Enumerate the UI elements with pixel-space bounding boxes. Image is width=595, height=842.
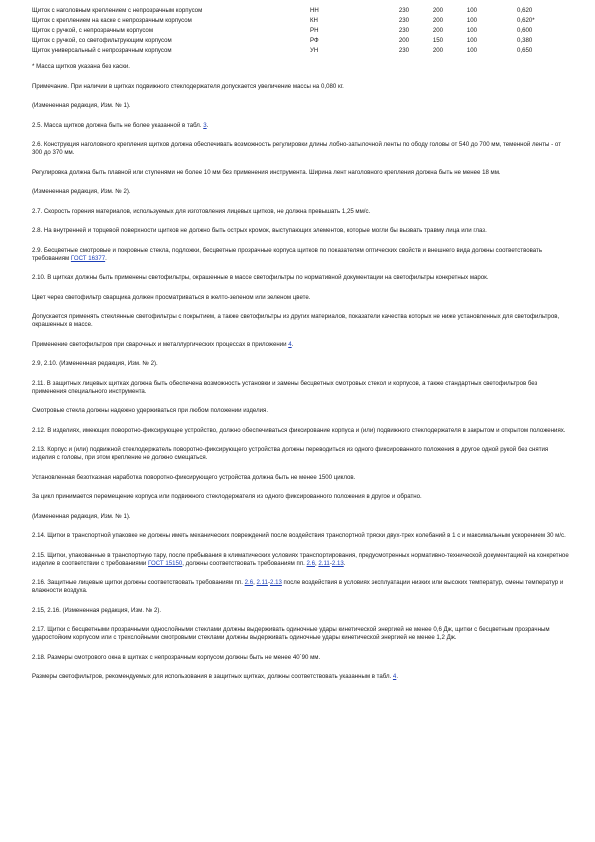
table-cell-name: Щиток с наголовным креплением с непрозрачным корпусом	[32, 7, 203, 14]
table-cell-mark: УН	[310, 47, 319, 54]
reference-link[interactable]: 2.6	[244, 579, 254, 586]
reference-link[interactable]: 2.11	[256, 579, 268, 586]
paragraph	[32, 208, 572, 216]
table-cell-mass: 0,620*	[517, 17, 535, 24]
paragraph	[32, 579, 572, 595]
paragraph-text: .	[396, 673, 399, 680]
paragraph	[32, 407, 572, 415]
paragraph-text: (Измененная редакция, Изм. № 1).	[32, 102, 131, 109]
paragraph-text: За цикл принимается перемещение корпуса или подвижного стеклодержателя из одного фиксированного положения в другое и обратно.	[32, 493, 422, 500]
table-cell-mass: 0,600	[517, 27, 533, 34]
reference-link[interactable]: 4	[392, 673, 397, 680]
table-row	[32, 46, 572, 56]
paragraph-text: (Измененная редакция, Изм. № 1).	[32, 512, 131, 520]
paragraph	[32, 102, 572, 110]
paragraph-text: , должны соответствовать требованиям пп.	[182, 559, 307, 567]
table-cell-mass: 0,650	[517, 47, 533, 54]
paragraph	[32, 532, 572, 540]
paragraph-text: 2.9, 2.10. (Измененная редакция, Изм. № 2).	[32, 360, 158, 367]
table-cell-name: Щиток универсальный с непрозрачным корпусом	[32, 47, 172, 54]
table-cell-name: Щиток с креплением на каске с непрозрачным корпусом	[32, 17, 192, 24]
table-row	[32, 36, 572, 46]
paragraph	[32, 122, 572, 130]
paragraph	[32, 63, 572, 71]
reference-link[interactable]: ГОСТ 16377	[70, 254, 106, 262]
paragraph-text: Применение светофильтров при сварочных и металлургических процессах в приложении	[32, 340, 289, 348]
shield-specs-table	[32, 6, 572, 56]
paragraph	[32, 380, 572, 396]
paragraph-text: после воздействия в условиях эксплуатации низких или высоких температур, смены температур и влажности воздуха.	[32, 579, 564, 594]
paragraph	[32, 446, 572, 462]
paragraph-text: 2.18. Размеры смотрового окна в щитках с непрозрачным корпусом должны быть не менее 40´90 мм.	[32, 653, 321, 661]
paragraph-text: 2.14. Щитки в транспортной упаковке не должны иметь механических повреждений после воздействия транспортной тряски двух-трех колебаний в 1 с и максимальным ускорением 30 м/с.	[32, 532, 566, 539]
paragraph-text: 2.11. В защитных лицевых щитках должна быть обеспечена возможность установки и замены бесцветных смотровых стекол и корпусов, а также стандартных светофильтров без применения специального инструмента.	[32, 379, 538, 395]
table-cell-c2: 200	[432, 27, 444, 34]
paragraph-text: -	[329, 559, 332, 567]
paragraph-text: ,	[253, 579, 257, 586]
document-page	[32, 6, 572, 693]
paragraph	[32, 341, 572, 349]
table-cell-name: Щиток с ручкой, с непрозрачным корпусом	[32, 27, 154, 34]
paragraph-text: Регулировка должна быть плавной или ступенями не более 10 мм без применения инструмента. Ширина лент наголовного крепления должна быть не менее 18 мм.	[32, 168, 501, 176]
paragraph-text: 2.5. Масса щитков должна быть не более указанной в табл.	[32, 121, 204, 129]
paragraph	[32, 474, 572, 482]
paragraph-text: 2.13. Корпус и (или) подвижной стеклодержатель поворотно-фиксирующего устройства должны переводиться из одного фиксированного положения в другое одной рукой без снятия изделия с головы, при этом крепление не должно смещаться.	[32, 446, 549, 461]
paragraph	[32, 654, 572, 662]
paragraph-text: Размеры светофильтров, рекомендуемых для использования в защитных щитках, должны соответствовать указанным в табл.	[32, 673, 393, 680]
reference-link[interactable]: 2.6	[306, 559, 316, 567]
document-body	[32, 63, 572, 681]
table-cell-mass: 0,380	[517, 37, 533, 44]
table-cell-mark: РН	[310, 27, 319, 34]
reference-link[interactable]: 4	[288, 340, 292, 348]
paragraph-text: 2.6. Конструкция наголовного крепления щитков должна обеспечивать возможность регулировки длины лобно-затылочной ленты по ободу головы от 540 до 700 мм, теменной ленты - от 300 до 370 мм.	[32, 141, 561, 156]
paragraph	[32, 169, 572, 177]
table-cell-c3: 100	[466, 47, 478, 54]
paragraph-text: 2.16. Защитные лицевые щитки должны соответствовать требованиям пп.	[32, 579, 245, 586]
paragraph	[32, 626, 572, 642]
paragraph	[32, 188, 572, 196]
reference-link[interactable]: 2.11	[318, 559, 330, 567]
paragraph	[32, 227, 572, 235]
table-cell-c3: 100	[466, 7, 478, 14]
paragraph	[32, 294, 572, 302]
table-cell-mark: НН	[310, 7, 319, 14]
paragraph	[32, 274, 572, 282]
paragraph-text: 2.9. Бесцветные смотровые и покровные стекла, подложки, бесцветные прозрачные корпуса щитков по показателям оптических свойств и внешнего вида должны соответствовать требованиям	[32, 246, 543, 262]
paragraph	[32, 552, 572, 568]
paragraph-text: Допускается применять стеклянные светофильтры с покрытием, а также светофильтры из других материалов, показатели качества которых не ниже установленных для светофильтров, окрашенных в массе.	[32, 313, 560, 328]
paragraph	[32, 313, 572, 329]
table-cell-c1: 200	[398, 37, 410, 44]
paragraph-text: (Измененная редакция, Изм. № 2).	[32, 188, 131, 195]
paragraph-text: 2.10. В щитках должны быть применены светофильтры, окрашенные в массе светофильтры по нормативной документации на светофильтры конкретных марок.	[32, 274, 489, 281]
table-row	[32, 6, 572, 16]
paragraph-text: .	[291, 340, 294, 348]
reference-link[interactable]: 2.13	[269, 579, 282, 586]
paragraph-text: 2.15, 2.16. (Измененная редакция, Изм. № 2).	[32, 606, 162, 614]
paragraph-text: 2.17. Щитки с бесцветными прозрачными однослойными стеклами должны выдерживать одиночные удары кинетической энергией не менее 0,6 Дж, щитки с бесцветным прозрачным ударостойким корпусом или с трехслойными смотровыми стеклами должны выдерживать одиночные удары кинетической энергией не менее 1,2 Дж.	[32, 626, 550, 641]
table-cell-name: Щиток с ручкой, со светофильтрующим корпусом	[32, 37, 172, 44]
paragraph	[32, 513, 572, 521]
table-cell-mark: РФ	[310, 37, 319, 44]
paragraph	[32, 673, 572, 681]
reference-link[interactable]: 3	[203, 121, 207, 129]
paragraph	[32, 427, 572, 435]
paragraph-text: 2.7. Скорость горения материалов, используемых для изготовления лицевых щитков, не должна превышать 1,25 мм/с.	[32, 207, 371, 215]
table-cell-c2: 200	[432, 17, 444, 24]
paragraph-text: -	[267, 579, 270, 586]
paragraph	[32, 247, 572, 263]
paragraph	[32, 360, 572, 368]
table-cell-c3: 100	[466, 37, 478, 44]
paragraph-text: ,	[315, 559, 319, 567]
table-cell-c1: 230	[398, 7, 410, 14]
table-cell-c1: 230	[398, 47, 410, 54]
paragraph	[32, 83, 572, 91]
paragraph-text: 2.8. На внутренней и торцевой поверхности щитков не должно быть острых кромок, выступающих элементов, которые могли бы вызвать травму лица или глаз.	[32, 227, 487, 234]
table-cell-c3: 100	[466, 27, 478, 34]
paragraph	[32, 607, 572, 615]
reference-link[interactable]: 2.13	[331, 559, 344, 567]
table-cell-c1: 230	[398, 27, 410, 34]
reference-link[interactable]: ГОСТ 15150	[148, 559, 183, 567]
table-cell-mark: КН	[310, 17, 318, 24]
table-row	[32, 26, 572, 36]
table-cell-c3: 100	[466, 17, 478, 24]
table-row	[32, 16, 572, 26]
table-cell-c1: 230	[398, 17, 410, 24]
paragraph-text: 2.15. Щитки, упакованные в транспортную тару, после пребывания в климатических условиях транспортирования, предусмотренных нормативно-технической документацией на конкретное изделие в соответствии с требованиями	[32, 551, 569, 567]
table-cell-c2: 200	[432, 7, 444, 14]
paragraph-text: 2.12. В изделиях, имеющих поворотно-фиксирующее устройство, должно обеспечиваться фиксирование корпуса и (или) подвижного стеклодержателя в закрытом и открытом положениях.	[32, 426, 566, 434]
table-cell-c2: 150	[432, 37, 444, 44]
table-cell-c2: 200	[432, 47, 444, 54]
paragraph-text: * Масса щитков указана без каски.	[32, 63, 130, 70]
paragraph-text: Смотровые стекла должны надежно удерживаться при любом положении изделия.	[32, 407, 269, 414]
paragraph	[32, 493, 572, 501]
paragraph-text: .	[206, 121, 209, 129]
paragraph-text: .	[343, 559, 346, 567]
paragraph-text: Примечание. При наличии в щитках подвижного стеклодержателя допускается увеличение массы на 0,080 кг.	[32, 82, 344, 90]
paragraph	[32, 141, 572, 157]
paragraph-text: Цвет через светофильтр сварщика должен просматриваться в желто-зеленом или зеленом цвете.	[32, 293, 311, 301]
paragraph-text: Установленная безотказная наработка поворотно-фиксирующего устройства должна быть не менее 1500 циклов.	[32, 473, 356, 481]
paragraph-text: .	[105, 254, 107, 262]
table-cell-mass: 0,620	[517, 7, 533, 14]
